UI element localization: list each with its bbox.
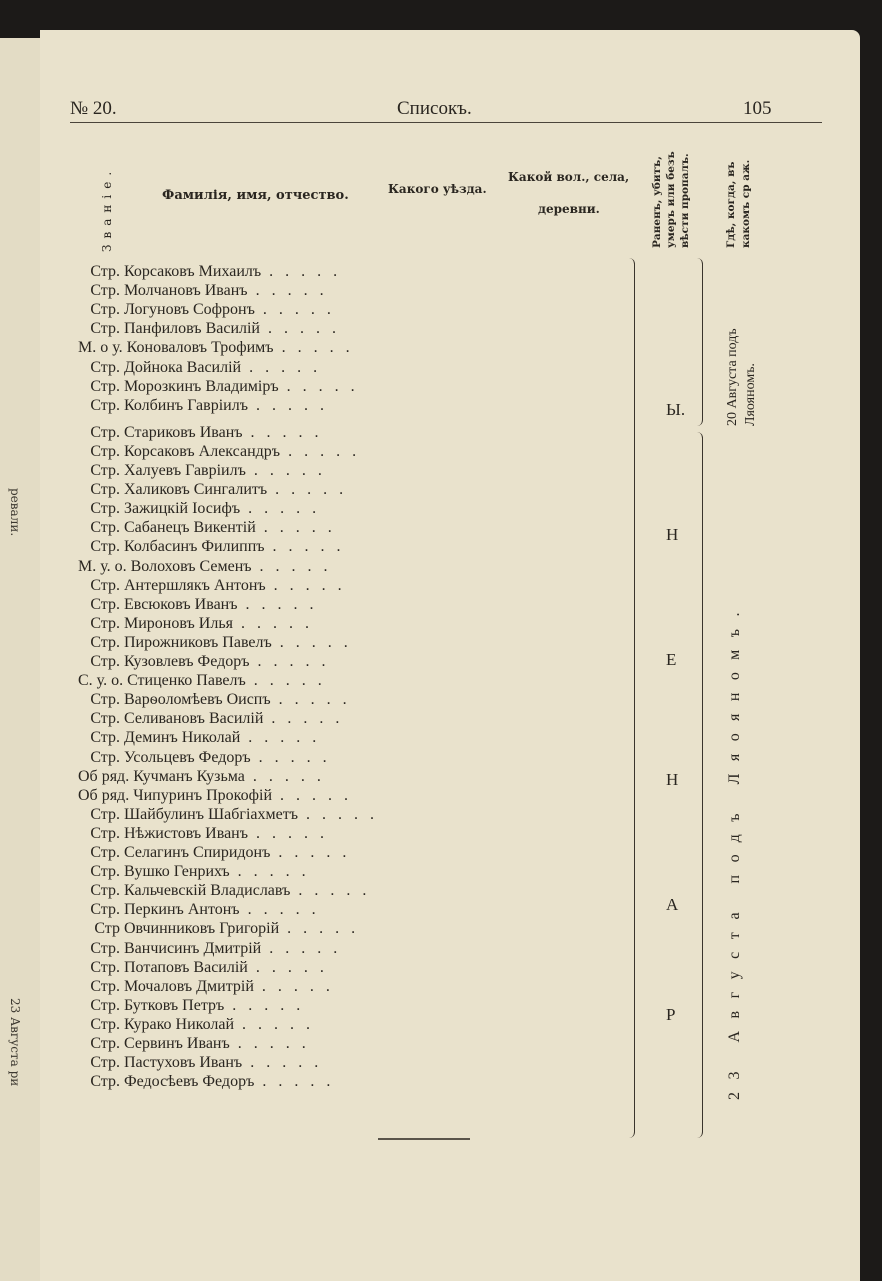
row-leader-dots: . . . . . — [232, 614, 313, 632]
row-rank: Об ряд. — [78, 767, 130, 785]
row-name: Колбинъ Гавріилъ — [124, 396, 248, 414]
row-rank: Стр. — [90, 633, 120, 651]
row-name: Шайбулинъ Шабгіахметъ — [124, 805, 298, 823]
row-rank: Стр. — [90, 710, 120, 728]
table-row — [78, 862, 408, 881]
row-name: Деминъ Николай — [124, 729, 241, 747]
row-rank: Стр. — [90, 844, 120, 861]
row-name: Сервинъ Иванъ — [124, 1035, 230, 1052]
row-leader-dots: . . . . . — [264, 538, 345, 556]
row-name: Стариковъ Иванъ — [124, 423, 243, 441]
row-name: Бутковъ Петръ — [124, 996, 225, 1014]
row-leader-dots: . . . . . — [240, 500, 321, 518]
table-row — [78, 461, 408, 480]
row-rank: Стр. — [90, 423, 120, 441]
row-name: Дойнока Василій — [124, 358, 242, 376]
row-name: Корсаковъ Александръ — [124, 442, 281, 460]
row-rank: Стр. — [90, 396, 120, 414]
row-leader-dots: . . . . . — [254, 301, 335, 319]
row-leader-dots: . . . . . — [271, 633, 352, 651]
row-rank: Стр. — [90, 595, 120, 613]
row-rank: Стр. — [90, 377, 120, 395]
column-header-status: Раненъ, убитъ, умеръ или безъ вѣсти пропалъ. — [651, 151, 691, 248]
row-name: Усольцевъ Федоръ — [124, 748, 251, 766]
row-rank: С. у. о. — [78, 672, 124, 690]
table-row — [78, 1053, 408, 1072]
row-rank: Стр. — [90, 538, 120, 556]
row-rank: Стр. — [90, 282, 120, 300]
row-leader-dots: . . . . . — [241, 358, 322, 376]
column-header-volost-line1: Какой вол., села, — [508, 170, 630, 184]
table-row — [78, 690, 408, 709]
table-row — [78, 338, 408, 357]
table-row — [78, 958, 408, 977]
row-name: Кузовлевъ Федоръ — [124, 653, 250, 670]
row-rank: Стр. — [90, 824, 120, 842]
table-row — [78, 1034, 408, 1053]
row-name: Потаповъ Василій — [124, 958, 248, 976]
row-rank: Стр. — [90, 320, 120, 338]
row-leader-dots: . . . . . — [247, 282, 328, 300]
page-number: 105 — [743, 98, 772, 119]
row-name: Колбасинъ Филиппъ — [124, 538, 265, 556]
status-letter: А — [666, 895, 679, 914]
row-name: Чипуринъ Прокофій — [133, 786, 273, 804]
table-row — [78, 652, 408, 671]
row-name: Молчановъ Иванъ — [124, 282, 248, 300]
table-row — [78, 1072, 408, 1091]
row-leader-dots: . . . . . — [229, 1035, 310, 1052]
row-rank: Стр — [94, 920, 120, 938]
row-name: Нѣжистовъ Иванъ — [124, 824, 249, 842]
row-name: Мочаловъ Дмитрій — [124, 977, 254, 995]
row-rank: М. о у. — [78, 339, 123, 357]
row-rank: Стр. — [90, 519, 120, 537]
battle-2-bracket — [696, 432, 703, 1138]
row-leader-dots: . . . . . — [278, 377, 359, 395]
table-row — [78, 633, 408, 652]
status-letter: Н — [666, 770, 679, 789]
row-name: Евсюковъ Иванъ — [124, 595, 238, 613]
row-leader-dots: . . . . . — [239, 901, 320, 919]
row-rank: Об ряд. — [78, 786, 130, 804]
table-row — [78, 537, 408, 556]
table-row — [78, 300, 408, 319]
row-name: Кучманъ Кузьма — [133, 767, 245, 785]
row-rank: Стр. — [90, 805, 120, 823]
table-row — [78, 262, 408, 281]
row-rank: Стр. — [90, 653, 120, 670]
row-name: Халуевъ Гавріилъ — [124, 462, 246, 479]
row-rank: Стр. — [90, 576, 120, 594]
row-name: Стиценко Павелъ — [127, 672, 246, 690]
table-row — [78, 518, 408, 537]
table-row — [78, 377, 408, 396]
table-row — [78, 977, 408, 996]
row-rank: Стр. — [90, 958, 120, 976]
table-row — [78, 480, 408, 499]
row-leader-dots: . . . . . — [251, 557, 332, 575]
row-name: Вушко Генрихъ — [124, 863, 230, 881]
row-rank: Стр. — [90, 1015, 120, 1033]
row-rank: Стр. — [90, 729, 120, 747]
row-name: Пастуховъ Иванъ — [124, 1054, 243, 1072]
table-row — [78, 557, 408, 576]
row-leader-dots: . . . . . — [272, 786, 353, 804]
table-row — [78, 939, 408, 958]
row-name: Федосѣевъ Федоръ — [124, 1073, 255, 1091]
row-rank: Стр. — [90, 462, 120, 479]
row-leader-dots: . . . . . — [270, 844, 351, 861]
column-header-name: Фамилія, имя, отчество. — [162, 188, 349, 203]
column-header-volost-line2: деревни. — [538, 202, 600, 216]
row-leader-dots: . . . . . — [270, 691, 351, 709]
table-row — [78, 881, 408, 900]
row-leader-dots: . . . . . — [253, 977, 334, 995]
battle-1-bracket — [696, 258, 703, 426]
table-row — [78, 728, 408, 747]
row-leader-dots: . . . . . — [260, 320, 340, 338]
row-leader-dots: . . . . . — [245, 672, 326, 690]
document-page — [40, 30, 860, 1281]
column-header-rank: Званіе. — [100, 165, 114, 252]
status-letter: Н — [666, 525, 679, 544]
status-letter: Е — [666, 650, 677, 669]
table-row — [78, 919, 408, 938]
row-rank: Стр. — [90, 882, 120, 900]
closing-rule — [378, 1138, 470, 1140]
row-name: Коноваловъ Трофимъ — [126, 339, 274, 357]
row-rank: Стр. — [90, 748, 120, 766]
table-row — [78, 824, 408, 843]
row-leader-dots: . . . . . — [261, 939, 342, 957]
status-bracket — [628, 258, 635, 1138]
row-leader-dots: . . . . . — [267, 481, 348, 499]
page-title: Списокъ. — [397, 98, 472, 119]
row-leader-dots: . . . . . — [255, 519, 336, 537]
table-row — [78, 396, 408, 415]
table-row — [78, 423, 408, 442]
row-name: Селагинъ Спиридонъ — [124, 844, 271, 861]
row-leader-dots: . . . . . — [247, 958, 328, 976]
row-leader-dots: . . . . . — [280, 442, 361, 460]
row-rank: Стр. — [90, 939, 120, 957]
table-row — [78, 805, 408, 824]
row-rank: Стр. — [90, 263, 120, 280]
table-row — [78, 900, 408, 919]
row-name: Овчинниковъ Григорій — [124, 920, 280, 938]
table-row — [78, 671, 408, 690]
row-rank: Стр. — [90, 996, 120, 1014]
row-name: Халиковъ Сингалитъ — [124, 481, 268, 499]
row-leader-dots: . . . . . — [273, 339, 354, 357]
row-rank: Стр. — [90, 614, 120, 632]
row-leader-dots: . . . . . — [244, 767, 325, 785]
column-header-where-when: Гдѣ, когда, въ какомъ ср аж. — [725, 159, 752, 248]
row-leader-dots: . . . . . — [254, 1073, 335, 1091]
row-name: Зажицкій Іосифъ — [124, 500, 241, 518]
row-leader-dots: . . . . . — [261, 263, 342, 280]
row-leader-dots: . . . . . — [298, 805, 378, 823]
row-rank: Стр. — [90, 1035, 120, 1052]
row-leader-dots: . . . . . — [234, 1015, 315, 1033]
row-leader-dots: . . . . . — [242, 423, 323, 441]
table-row — [78, 442, 408, 461]
row-name: Сабанецъ Викентій — [124, 519, 256, 537]
left-page-edge-text-top: ревали. — [8, 488, 22, 537]
table-row — [78, 319, 408, 338]
row-rank: Стр. — [90, 901, 120, 919]
table-row — [78, 786, 408, 805]
row-name: Волоховъ Семенъ — [130, 557, 252, 575]
row-leader-dots: . . . . . — [265, 576, 346, 594]
row-name: Морозкинъ Владиміръ — [124, 377, 279, 395]
row-rank: М. у. о. — [78, 557, 127, 575]
row-name: Варѳоломѣевъ Оиспъ — [124, 691, 271, 709]
row-rank: Стр. — [90, 358, 120, 376]
table-row — [78, 843, 408, 862]
row-leader-dots: . . . . . — [248, 824, 329, 842]
status-letter: Р — [666, 1005, 676, 1024]
row-rank: Стр. — [90, 481, 120, 499]
row-leader-dots: . . . . . — [245, 462, 326, 479]
table-row — [78, 614, 408, 633]
row-name: Антершлякъ Антонъ — [124, 576, 266, 594]
row-rank: Стр. — [90, 500, 120, 518]
table-row — [78, 281, 408, 300]
row-leader-dots: . . . . . — [279, 920, 360, 938]
row-name: Логуновъ Софронъ — [124, 301, 255, 319]
row-leader-dots: . . . . . — [250, 748, 331, 766]
table-row — [78, 595, 408, 614]
row-name: Селивановъ Василій — [124, 710, 264, 728]
row-name: Пирожниковъ Павелъ — [124, 633, 272, 651]
table-row — [78, 576, 408, 595]
row-name: Курако Николай — [124, 1015, 235, 1033]
row-leader-dots: . . . . . — [290, 882, 371, 900]
table-row — [78, 996, 408, 1015]
row-name: Ванчисинъ Дмитрій — [124, 939, 262, 957]
row-leader-dots: . . . . . — [242, 1054, 323, 1072]
row-rank: Стр. — [90, 863, 120, 881]
table-row — [78, 358, 408, 377]
row-name: Корсаковъ Михаилъ — [124, 263, 262, 280]
row-leader-dots: . . . . . — [229, 863, 310, 881]
row-rank: Стр. — [90, 1073, 120, 1091]
row-leader-dots: . . . . . — [240, 729, 321, 747]
list-number: № 20. — [70, 98, 117, 119]
row-rank: Стр. — [90, 691, 120, 709]
table-row — [78, 767, 408, 786]
header-rule — [70, 122, 822, 123]
row-leader-dots: . . . . . — [247, 396, 328, 414]
row-leader-dots: . . . . . — [237, 595, 318, 613]
battle-1-text: 20 Августа подъ Ляояномъ. — [725, 328, 758, 426]
row-rank: Стр. — [90, 977, 120, 995]
row-leader-dots: . . . . . — [224, 996, 305, 1014]
table-row — [78, 499, 408, 518]
row-name: Кальчевскій Владиславъ — [124, 882, 291, 900]
row-leader-dots: . . . . . — [263, 710, 344, 728]
table-row — [78, 709, 408, 728]
row-rank: Стр. — [90, 442, 120, 460]
table-row — [78, 748, 408, 767]
row-name: Мироновъ Илья — [124, 614, 233, 632]
row-name: Перкинъ Антонъ — [124, 901, 240, 919]
row-rank: Стр. — [90, 1054, 120, 1072]
status-letter: Ы. — [666, 400, 686, 419]
table-row — [78, 1015, 408, 1034]
row-leader-dots: . . . . . — [249, 653, 330, 670]
left-page-edge-text-bottom: 23 Августа ри — [8, 998, 22, 1087]
battle-2-text: 23 Августа подъ Ляояномъ. — [726, 600, 743, 1100]
row-name: Панфиловъ Василій — [124, 320, 260, 338]
row-rank: Стр. — [90, 301, 120, 319]
column-header-district: Какого уѣзда. — [388, 182, 487, 196]
